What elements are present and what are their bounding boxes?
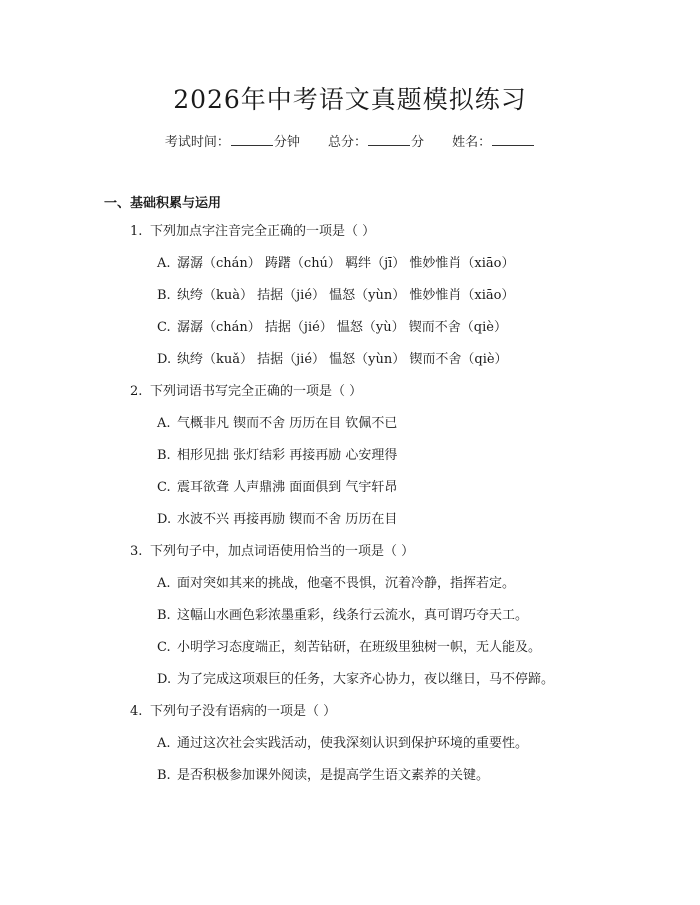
question-number: 2. — [130, 384, 143, 399]
question-1-option-d — [157, 352, 508, 368]
option-letter: B. — [157, 608, 171, 623]
question-3 — [130, 544, 414, 560]
score-unit: 分 — [411, 135, 425, 150]
question-1-option-c — [157, 320, 507, 336]
question-number: 3. — [130, 544, 143, 559]
time-unit: 分钟 — [273, 135, 300, 150]
question-text: 下列句子中，加点词语使用恰当的一项是（ ） — [150, 544, 415, 559]
option-letter: B. — [157, 448, 171, 463]
option-text: 纨绔（kuǎ） 拮据（jié） 愠怒（yùn） 锲而不舍（qiè） — [177, 352, 508, 367]
option-letter: D. — [157, 512, 172, 527]
page-title: 2026年中考语文真题模拟练习 — [173, 85, 527, 114]
score-label: 总分： — [327, 135, 367, 150]
time-label: 考试时间： — [164, 135, 230, 150]
exam-time-field — [165, 131, 300, 150]
option-text: 这幅山水画色彩浓墨重彩，线条行云流水，真可谓巧夺天工。 — [177, 608, 529, 623]
option-text: 面对突如其来的挑战，他毫不畏惧，沉着冷静，指挥若定。 — [177, 576, 516, 591]
question-2-option-b — [157, 448, 397, 464]
name-field — [452, 131, 535, 150]
option-letter: D. — [157, 672, 172, 687]
score-blank — [368, 133, 410, 146]
option-letter: B. — [157, 768, 171, 783]
option-letter: A. — [157, 736, 171, 751]
question-2-option-a — [157, 416, 397, 432]
option-text: 是否积极参加课外阅读，是提高学生语文素养的关键。 — [177, 768, 490, 783]
exam-info-line — [0, 131, 700, 150]
question-number: 4. — [130, 704, 143, 719]
option-text: 为了完成这项艰巨的任务，大家齐心协力，夜以继日，马不停蹄。 — [177, 672, 555, 687]
question-text: 下列句子没有语病的一项是（ ） — [150, 704, 337, 719]
question-3-option-a — [157, 576, 515, 592]
question-3-option-d — [157, 672, 554, 688]
option-text: 水波不兴 再接再励 锲而不舍 历历在目 — [177, 512, 398, 527]
option-letter: A. — [157, 416, 171, 431]
question-text: 下列词语书写完全正确的一项是（ ） — [150, 384, 363, 399]
option-text: 震耳欲聋 人声鼎沸 面面俱到 气宇轩昂 — [177, 480, 398, 495]
option-text: 气概非凡 锲而不舍 历历在目 钦佩不已 — [177, 416, 398, 431]
option-text: 小明学习态度端正，刻苦钻研，在班级里独树一帜，无人能及。 — [177, 640, 542, 655]
time-blank — [231, 133, 273, 146]
question-3-option-c — [157, 640, 541, 656]
option-text: 潺潺（chán） 踌躇（chú） 羁绊（jī） 惟妙惟肖（xiāo） — [177, 256, 515, 271]
question-4 — [130, 704, 336, 720]
question-2-option-d — [157, 512, 397, 528]
option-text: 潺潺（chán） 拮据（jié） 愠怒（yù） 锲而不舍（qiè） — [177, 320, 507, 335]
option-letter: B. — [157, 288, 171, 303]
question-1 — [130, 224, 375, 240]
name-blank — [492, 133, 534, 146]
question-text: 下列加点字注音完全正确的一项是（ ） — [150, 224, 376, 239]
question-number: 1. — [130, 224, 143, 239]
question-3-option-b — [157, 608, 528, 624]
section-heading: 一、基础积累与运用 — [104, 196, 222, 211]
option-letter: A. — [157, 576, 171, 591]
question-4-option-b — [157, 768, 489, 784]
name-label: 姓名： — [452, 135, 492, 150]
option-letter: C. — [157, 320, 171, 335]
question-2-option-c — [157, 480, 397, 496]
option-text: 相形见拙 张灯结彩 再接再励 心安理得 — [177, 448, 398, 463]
question-1-option-a — [157, 256, 514, 272]
option-text: 通过这次社会实践活动，使我深刻认识到保护环境的重要性。 — [177, 736, 529, 751]
option-text: 纨绔（kuà） 拮据（jié） 愠怒（yùn） 惟妙惟肖（xiāo） — [177, 288, 515, 303]
question-2 — [130, 384, 362, 400]
total-score-field — [328, 131, 424, 150]
option-letter: A. — [157, 256, 171, 271]
option-letter: C. — [157, 640, 171, 655]
option-letter: D. — [157, 352, 172, 367]
question-1-option-b — [157, 288, 514, 304]
option-letter: C. — [157, 480, 171, 495]
question-4-option-a — [157, 736, 528, 752]
